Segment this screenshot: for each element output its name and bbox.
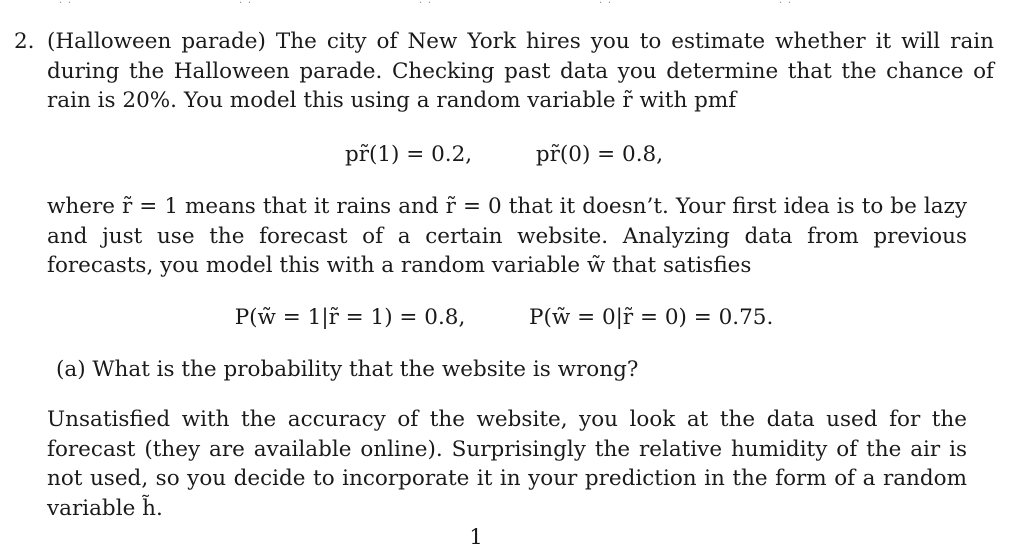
conditional-left: P(w̃ = 1|r̃ = 1) = 0.8,: [234, 305, 466, 330]
page-number: 1: [469, 525, 483, 549]
cropped-previous-text: [60, 0, 960, 3]
problem-2: [14, 27, 994, 521]
conditional-equation: [14, 303, 994, 333]
problem-intro: (Halloween parade) The city of New York hires you to estimate whether it will rain during the Halloween parade. Checking past data you determine that the chance of rain is 20%. You model this using a random variable r̃ with pmf: [47, 29, 994, 113]
problem-followup-paragraph: Unsatisfied with the accuracy of the website, you look at the data used for the forecast (they are available online). Surprisingly the relative humidity of the air is not used, so you decide to incorporate it in your prediction in the form of a random variable h̃.: [47, 407, 967, 521]
problem-middle-paragraph: where r̃ = 1 means that it rains and r̃ = 0 that it doesn’t. Your first idea is to be lazy and just use the forecast of a certain website. Analyzing data from previous forecasts, you model this with a random variable w̃ that satisfies: [47, 194, 967, 278]
part-a-question: (a) What is the probability that the website is wrong?: [56, 357, 639, 382]
pmf-equation: [14, 140, 994, 170]
conditional-right: P(w̃ = 0|r̃ = 0) = 0.75.: [529, 305, 774, 330]
pmf-left: pr̃(1) = 0.2,: [344, 142, 473, 167]
pmf-right: pr̃(0) = 0.8,: [535, 142, 664, 167]
problem-number: 2.: [14, 29, 35, 54]
